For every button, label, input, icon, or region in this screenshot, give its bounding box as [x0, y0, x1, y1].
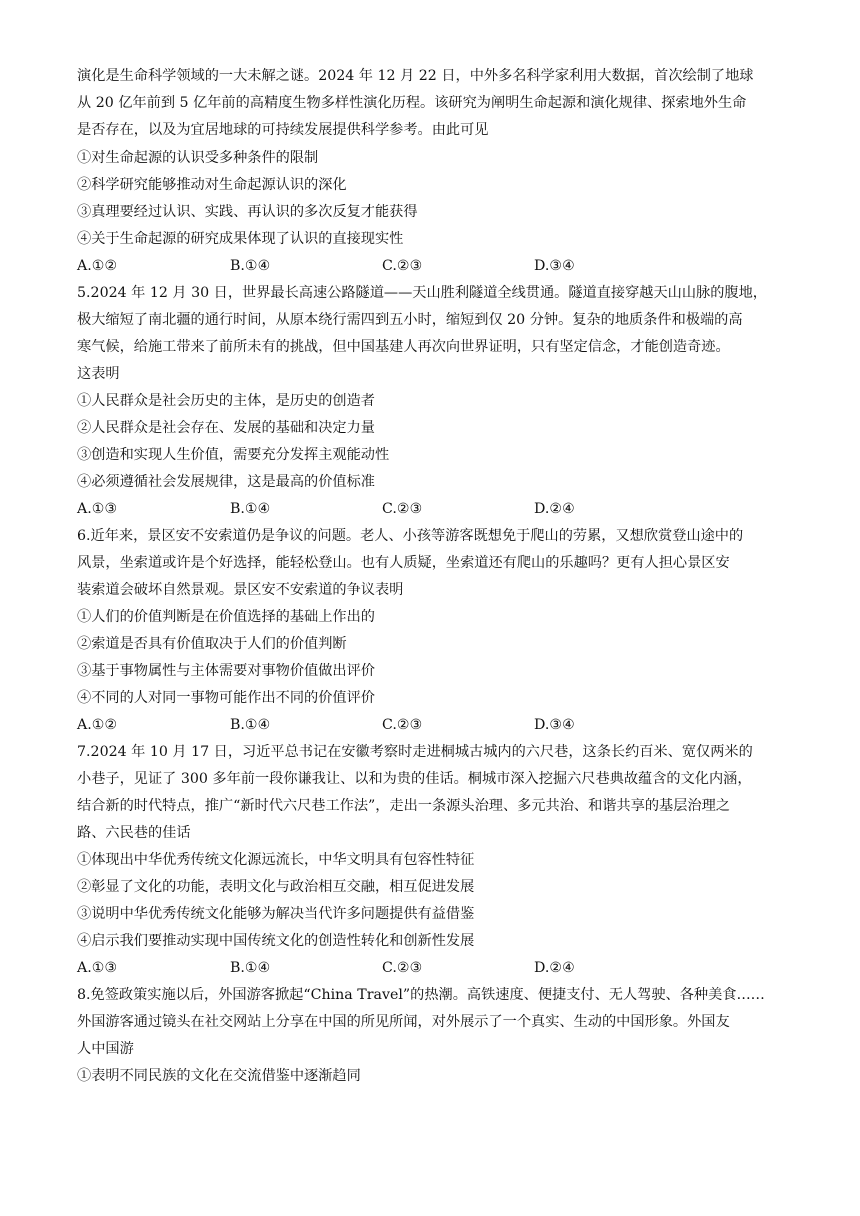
q5-option-c[interactable]: C.②③	[382, 501, 423, 517]
q8-stem-line: 8.免签政策实施以后，外国游客掀起“China Travel”的热潮。高铁速度、便捷支付、无人驾驶、各种美食……	[77, 987, 765, 1003]
q7-statement-1: ①体现出中华优秀传统文化源远流长，中华文明具有包容性特征	[77, 852, 475, 868]
q8-stem-line: 外国游客通过镜头在社交网站上分享在中国的所见所闻，对外展示了一个真实、生动的中国形象。外国友	[77, 1014, 730, 1030]
q4-options	[77, 256, 783, 276]
q4-stem-line: 演化是生命科学领域的一大未解之谜。2024 年 12 月 22 日，中外多名科学家利用大数据，首次绘制了地球	[77, 68, 754, 84]
q5-stem-line: 这表明	[77, 366, 120, 382]
q4-statement-1: ①对生命起源的认识受多种条件的限制	[77, 150, 319, 166]
q6-statement-1: ①人们的价值判断是在价值选择的基础上作出的	[77, 609, 375, 625]
q6-option-d[interactable]: D.③④	[534, 717, 575, 733]
q4-option-b[interactable]: B.①④	[230, 258, 271, 274]
q5-statement-2: ②人民群众是社会存在、发展的基础和决定力量	[77, 420, 375, 436]
q8-stem-line: 人中国游	[77, 1041, 134, 1057]
q4-statement-2: ②科学研究能够推动对生命起源认识的深化	[77, 177, 347, 193]
q5-options	[77, 499, 783, 519]
q5-stem-line: 5.2024 年 12 月 30 日，世界最长高速公路隧道——天山胜利隧道全线贯通。隧道直接穿越天山山脉的腹地，	[77, 285, 767, 301]
q7-options	[77, 958, 783, 978]
q6-stem-line: 6.近年来，景区安不安索道仍是争议的问题。老人、小孩等游客既想免于爬山的劳累，又想欣赏登山途中的	[77, 528, 744, 544]
q5-option-a[interactable]: A.①③	[77, 501, 118, 517]
q4-stem-line: 是否存在，以及为宜居地球的可持续发展提供科学参考。由此可见	[77, 122, 489, 138]
q5-statement-1: ①人民群众是社会历史的主体，是历史的创造者	[77, 393, 375, 409]
q7-statement-4: ④启示我们要推动实现中国传统文化的创造性转化和创新性发展	[77, 933, 475, 949]
q7-option-b[interactable]: B.①④	[230, 960, 271, 976]
q4-statement-3: ③真理要经过认识、实践、再认识的多次反复才能获得	[77, 204, 418, 220]
q7-stem-line: 小巷子，见证了 300 多年前一段你谦我让、以和为贵的佳话。桐城市深入挖掘六尺巷典故蕴含的文化内涵，	[77, 771, 752, 787]
q6-stem-line: 装索道会破坏自然景观。景区安不安索道的争议表明	[77, 582, 404, 598]
q6-option-b[interactable]: B.①④	[230, 717, 271, 733]
q7-stem-line: 结合新的时代特点，推广“新时代六尺巷工作法”，走出一条源头治理、多元共治、和谐共享的基层治理之	[77, 798, 730, 814]
q6-option-a[interactable]: A.①②	[77, 717, 118, 733]
q5-option-b[interactable]: B.①④	[230, 501, 271, 517]
q7-stem-line: 路、六民巷的佳话	[77, 825, 191, 841]
q6-statement-2: ②索道是否具有价值取决于人们的价值判断	[77, 636, 347, 652]
q6-statement-4: ④不同的人对同一事物可能作出不同的价值评价	[77, 690, 375, 706]
q4-stem-line: 从 20 亿年前到 5 亿年前的高精度生物多样性演化历程。该研究为阐明生命起源和演化规律、探索地外生命	[77, 95, 747, 111]
q7-statement-3: ③说明中华优秀传统文化能够为解决当代许多问题提供有益借鉴	[77, 906, 475, 922]
q6-stem-line: 风景，坐索道或许是个好选择，能轻松登山。也有人质疑，坐索道还有爬山的乐趣吗？更有人担心景区安	[77, 555, 730, 571]
q7-option-a[interactable]: A.①③	[77, 960, 118, 976]
q5-statement-3: ③创造和实现人生价值，需要充分发挥主观能动性	[77, 447, 390, 463]
q7-statement-2: ②彰显了文化的功能，表明文化与政治相互交融，相互促进发展	[77, 879, 475, 895]
q6-option-c[interactable]: C.②③	[382, 717, 423, 733]
q4-option-c[interactable]: C.②③	[382, 258, 423, 274]
q4-option-d[interactable]: D.③④	[534, 258, 575, 274]
q6-options	[77, 715, 783, 735]
q7-option-c[interactable]: C.②③	[382, 960, 423, 976]
q6-statement-3: ③基于事物属性与主体需要对事物价值做出评价	[77, 663, 375, 679]
q5-stem-line: 寒气候，给施工带来了前所未有的挑战，但中国基建人再次向世界证明，只有坚定信念，才能创造奇迹。	[77, 339, 730, 355]
q8-statement-1: ①表明不同民族的文化在交流借鉴中逐渐趋同	[77, 1068, 361, 1084]
q5-option-d[interactable]: D.②④	[534, 501, 575, 517]
q4-option-a[interactable]: A.①②	[77, 258, 118, 274]
q5-statement-4: ④必须遵循社会发展规律，这是最高的价值标准	[77, 474, 375, 490]
q7-stem-line: 7.2024 年 10 月 17 日，习近平总书记在安徽考察时走进桐城古城内的六尺巷，这条长约百米、宽仅两米的	[77, 744, 753, 760]
q4-statement-4: ④关于生命起源的研究成果体现了认识的直接现实性	[77, 231, 404, 247]
q5-stem-line: 极大缩短了南北疆的通行时间，从原本绕行需四到五小时，缩短到仅 20 分钟。复杂的地质条件和极端的高	[77, 312, 743, 328]
q7-option-d[interactable]: D.②④	[534, 960, 575, 976]
